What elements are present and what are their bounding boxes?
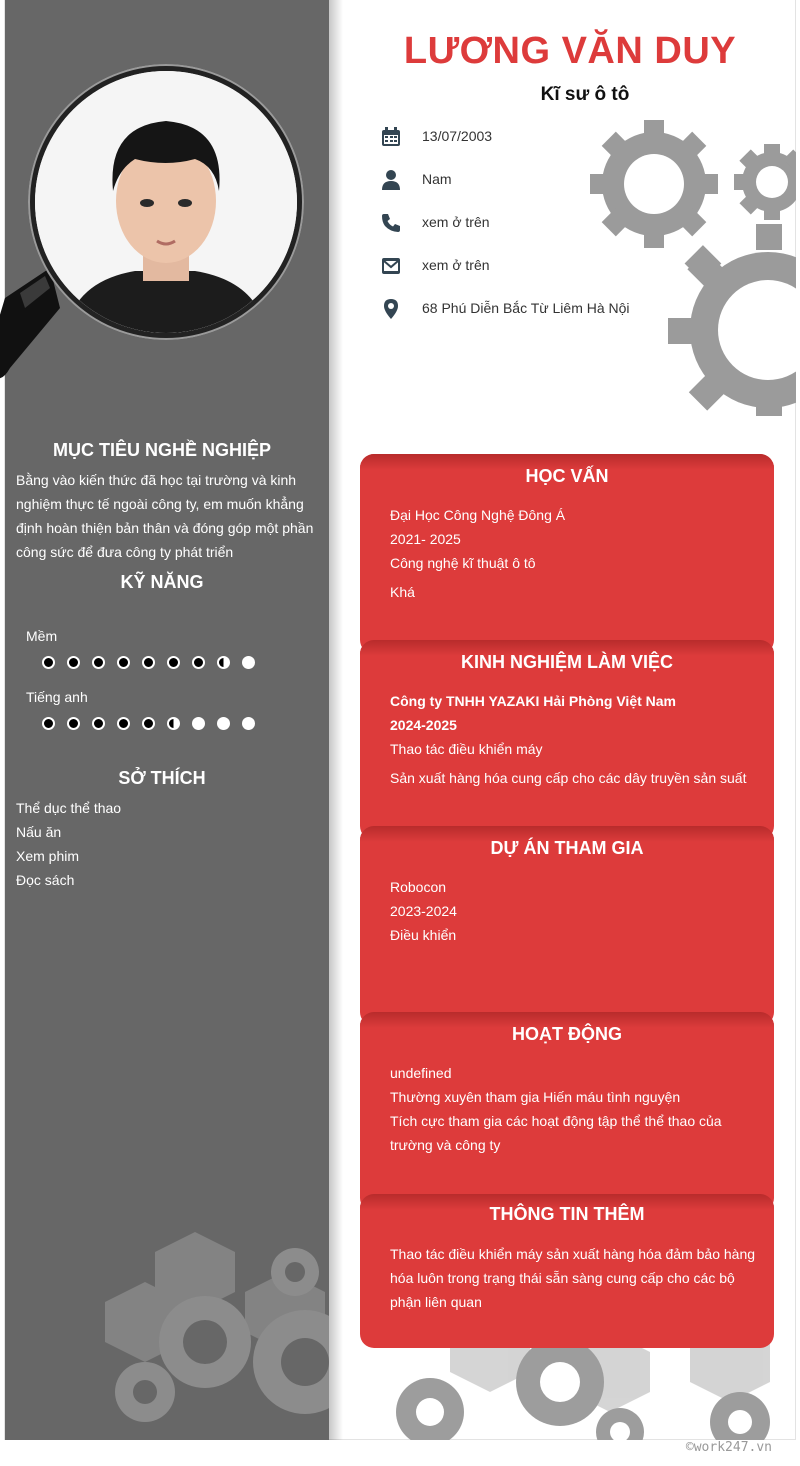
activities-title: HOẠT ĐỘNG — [512, 1024, 622, 1044]
candidate-name: LƯƠNG VĂN DUY — [403, 30, 737, 72]
objective-line: nghiệm thực tế ngoài công ty, em muốn khẳng — [16, 496, 304, 512]
gears-decoration — [588, 120, 796, 416]
project-years: 2023-2024 — [390, 903, 457, 919]
education-school: Đại Học Công Nghệ Đông Á — [390, 507, 566, 523]
objective-line: định hoàn thiện bản thân và đóng góp một phần — [16, 520, 314, 536]
skill-dot — [192, 717, 205, 730]
skill-dot — [42, 717, 55, 730]
sidebar-shadow — [329, 0, 343, 1440]
skill-dot — [67, 656, 80, 669]
skill-dot — [92, 656, 105, 669]
education-major: Công nghệ kĩ thuật ô tô — [390, 555, 536, 571]
skill-dot — [242, 656, 255, 669]
education-card — [360, 454, 774, 654]
skill-dot — [42, 656, 55, 669]
skill-name: Tiếng anh — [26, 689, 88, 705]
email-icon — [380, 255, 402, 277]
skill-dot — [67, 717, 80, 730]
objective-text — [16, 468, 316, 564]
objective-line: Bằng vào kiến thức đã học tại trường và kinh — [16, 472, 297, 488]
skill-dot — [117, 717, 130, 730]
experience-title: KINH NGHIỆM LÀM VIỆC — [460, 652, 673, 672]
experience-years: 2024-2025 — [390, 717, 457, 733]
skill-dot — [217, 656, 230, 669]
watermark: ©work247.vn — [685, 1440, 772, 1455]
experience-description: Sản xuất hàng hóa cung cấp cho các dây truyền sản suất — [390, 770, 747, 786]
skill-name: Mềm — [26, 628, 58, 644]
projects-title: DỰ ÁN THAM GIA — [490, 838, 644, 858]
hobby-item: Nấu ăn — [16, 824, 62, 840]
project-name: Robocon — [390, 879, 447, 895]
education-grade: Khá — [390, 584, 415, 600]
objective-line: công sức để đưa công ty phát triển — [16, 544, 234, 560]
skill-dot — [192, 656, 205, 669]
avatar-portrait — [35, 71, 297, 333]
person-icon — [380, 169, 402, 191]
calendar-icon — [380, 126, 402, 148]
hobby-item: Thể dục thể thao — [16, 800, 122, 816]
gender-text: Nam — [422, 171, 452, 187]
additional-line: phận liên quan — [390, 1294, 482, 1310]
project-role: Điều khiển — [390, 927, 457, 943]
additional-line: hóa luôn trong trạng thái sẵn sàng cung cấp cho các bộ — [390, 1270, 735, 1286]
hobbies-list — [16, 796, 316, 892]
education-title: HỌC VẤN — [525, 466, 609, 486]
skill-dot — [117, 656, 130, 669]
hobby-item: Xem phim — [16, 848, 80, 864]
experience-card — [360, 640, 774, 840]
skill-dot — [167, 717, 180, 730]
magnifier-handle-icon — [0, 268, 60, 386]
hobbies-title: SỞ THÍCH — [118, 768, 206, 788]
education-years: 2021- 2025 — [390, 531, 461, 547]
job-title: Kĩ sư ô tô — [540, 84, 630, 105]
skill-dot — [242, 717, 255, 730]
phone-icon — [380, 212, 402, 234]
experience-role: Thao tác điều khiển máy — [390, 741, 543, 757]
skill-dot — [167, 656, 180, 669]
activity-line: Tích cực tham gia các hoạt động tập thể thể thao của — [390, 1113, 722, 1129]
skills-title: KỸ NĂNG — [120, 572, 204, 592]
address-text: 68 Phú Diễn Bắc Từ Liêm Hà Nội — [422, 300, 630, 316]
avatar — [35, 71, 297, 333]
additional-card — [360, 1194, 774, 1348]
hobby-item: Đọc sách — [16, 872, 75, 888]
skill-dot — [217, 717, 230, 730]
activity-line: undefined — [390, 1065, 452, 1081]
birthdate-text: 13/07/2003 — [422, 128, 493, 144]
additional-line: Thao tác điều khiển máy sản xuất hàng hóa đảm bảo hàng — [390, 1246, 756, 1262]
experience-company: Công ty TNHH YAZAKI Hải Phòng Việt Nam — [390, 693, 676, 709]
email-text: xem ở trên — [422, 257, 490, 273]
projects-card — [360, 826, 774, 1026]
skill-dot — [92, 717, 105, 730]
objective-title: MỤC TIÊU NGHỀ NGHIỆP — [52, 440, 271, 460]
activity-line: trường và công ty — [390, 1137, 501, 1153]
activity-line: Thường xuyên tham gia Hiến máu tình nguyện — [390, 1089, 681, 1105]
skill-dot — [142, 717, 155, 730]
activities-card — [360, 1012, 774, 1212]
location-icon — [380, 298, 402, 320]
phone-text: xem ở trên — [422, 214, 490, 230]
additional-title: THÔNG TIN THÊM — [489, 1204, 645, 1224]
skill-dot — [142, 656, 155, 669]
